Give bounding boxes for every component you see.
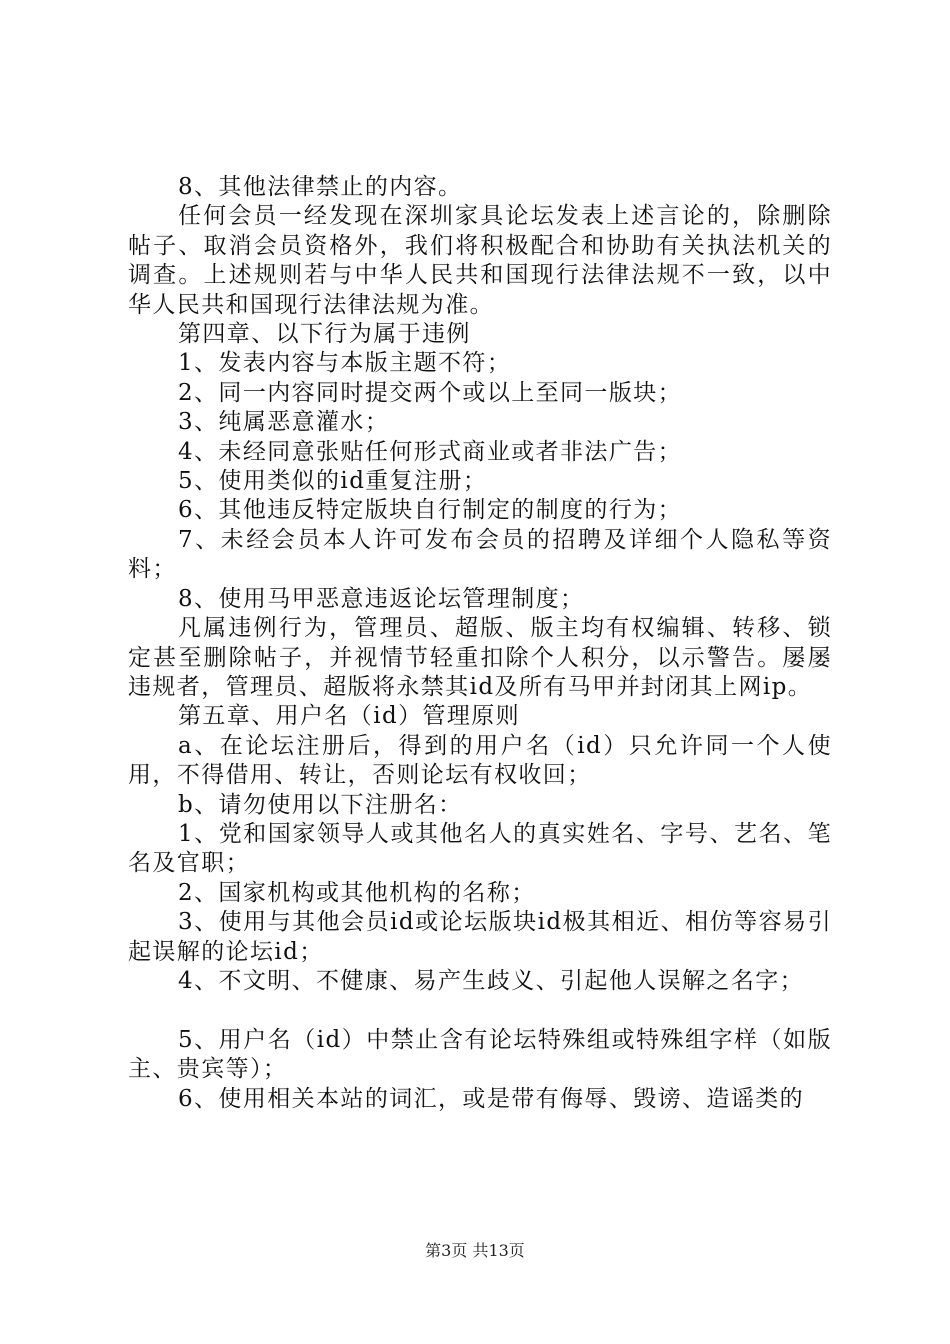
- chapter-five-heading: 第五章、用户名（id）管理原则: [178, 703, 521, 730]
- violation-item-3: 3、纯属恶意灌水；: [178, 409, 390, 436]
- violation-item-7: 7、未经会员本人许可发布会员的招聘及详细个人隐私等资料；: [128, 526, 832, 583]
- forbidden-name-item-2: 2、国家机构或其他机构的名称；: [178, 879, 536, 906]
- violation-penalty-paragraph: 凡属违例行为，管理员、超版、版主均有权编辑、转移、锁定甚至删除帖子，并视情节轻重扣除个人积分，以示警告。屡屡违规者，管理员、超版将永禁其id及所有马甲并封闭其上网ip。: [128, 615, 832, 700]
- username-rule-a: a、在论坛注册后，得到的用户名（id）只允许同一个人使用，不得借用、转让，否则论坛有权收回；: [128, 732, 832, 789]
- violation-item-2: 2、同一内容同时提交两个或以上至同一版块；: [178, 379, 683, 406]
- page-number-footer: 第3页 共13页: [425, 1241, 525, 1260]
- violation-item-6: 6、其他违反特定版块自行制定的制度的行为；: [178, 497, 683, 524]
- forbidden-name-item-3: 3、使用与其他会员id或论坛版块id极其相近、相仿等容易引起误解的论坛id；: [128, 909, 832, 965]
- document-body: [128, 173, 832, 1114]
- paragraph-enforcement-notice: 任何会员一经发现在深圳家具论坛发表上述言论的，除删除帖子、取消会员资格外，我们将积极配合和协助有关执法机关的调查。上述规则若与中华人民共和国现行法律法规不一致，以中华人民共和国现行法律法规为准。: [128, 203, 832, 318]
- username-rule-b: b、请勿使用以下注册名：: [178, 791, 463, 818]
- forbidden-name-item-4: 4、不文明、不健康、易产生歧义、引起他人误解之名字；: [178, 967, 805, 994]
- forbidden-name-item-5: 5、用户名（id）中禁止含有论坛特殊组或特殊组字样（如版主、贵宾等）；: [128, 1026, 832, 1083]
- forbidden-name-item-6: 6、使用相关本站的词汇，或是带有侮辱、毁谤、造谣类的: [178, 1085, 805, 1112]
- chapter-four-heading: 第四章、以下行为属于违例: [178, 321, 471, 348]
- violation-item-5: 5、使用类似的id重复注册；: [178, 468, 488, 495]
- paragraph-item-8-prohibited: 8、其他法律禁止的内容。: [178, 174, 463, 200]
- violation-item-1: 1、发表内容与本版主题不符；: [178, 350, 512, 377]
- forbidden-name-item-1: 1、党和国家领导人或其他名人的真实姓名、字号、艺名、笔名及官职；: [128, 820, 832, 877]
- violation-item-4: 4、未经同意张贴任何形式商业或者非法广告；: [178, 438, 683, 465]
- violation-item-8: 8、使用马甲恶意违返论坛管理制度；: [178, 585, 585, 612]
